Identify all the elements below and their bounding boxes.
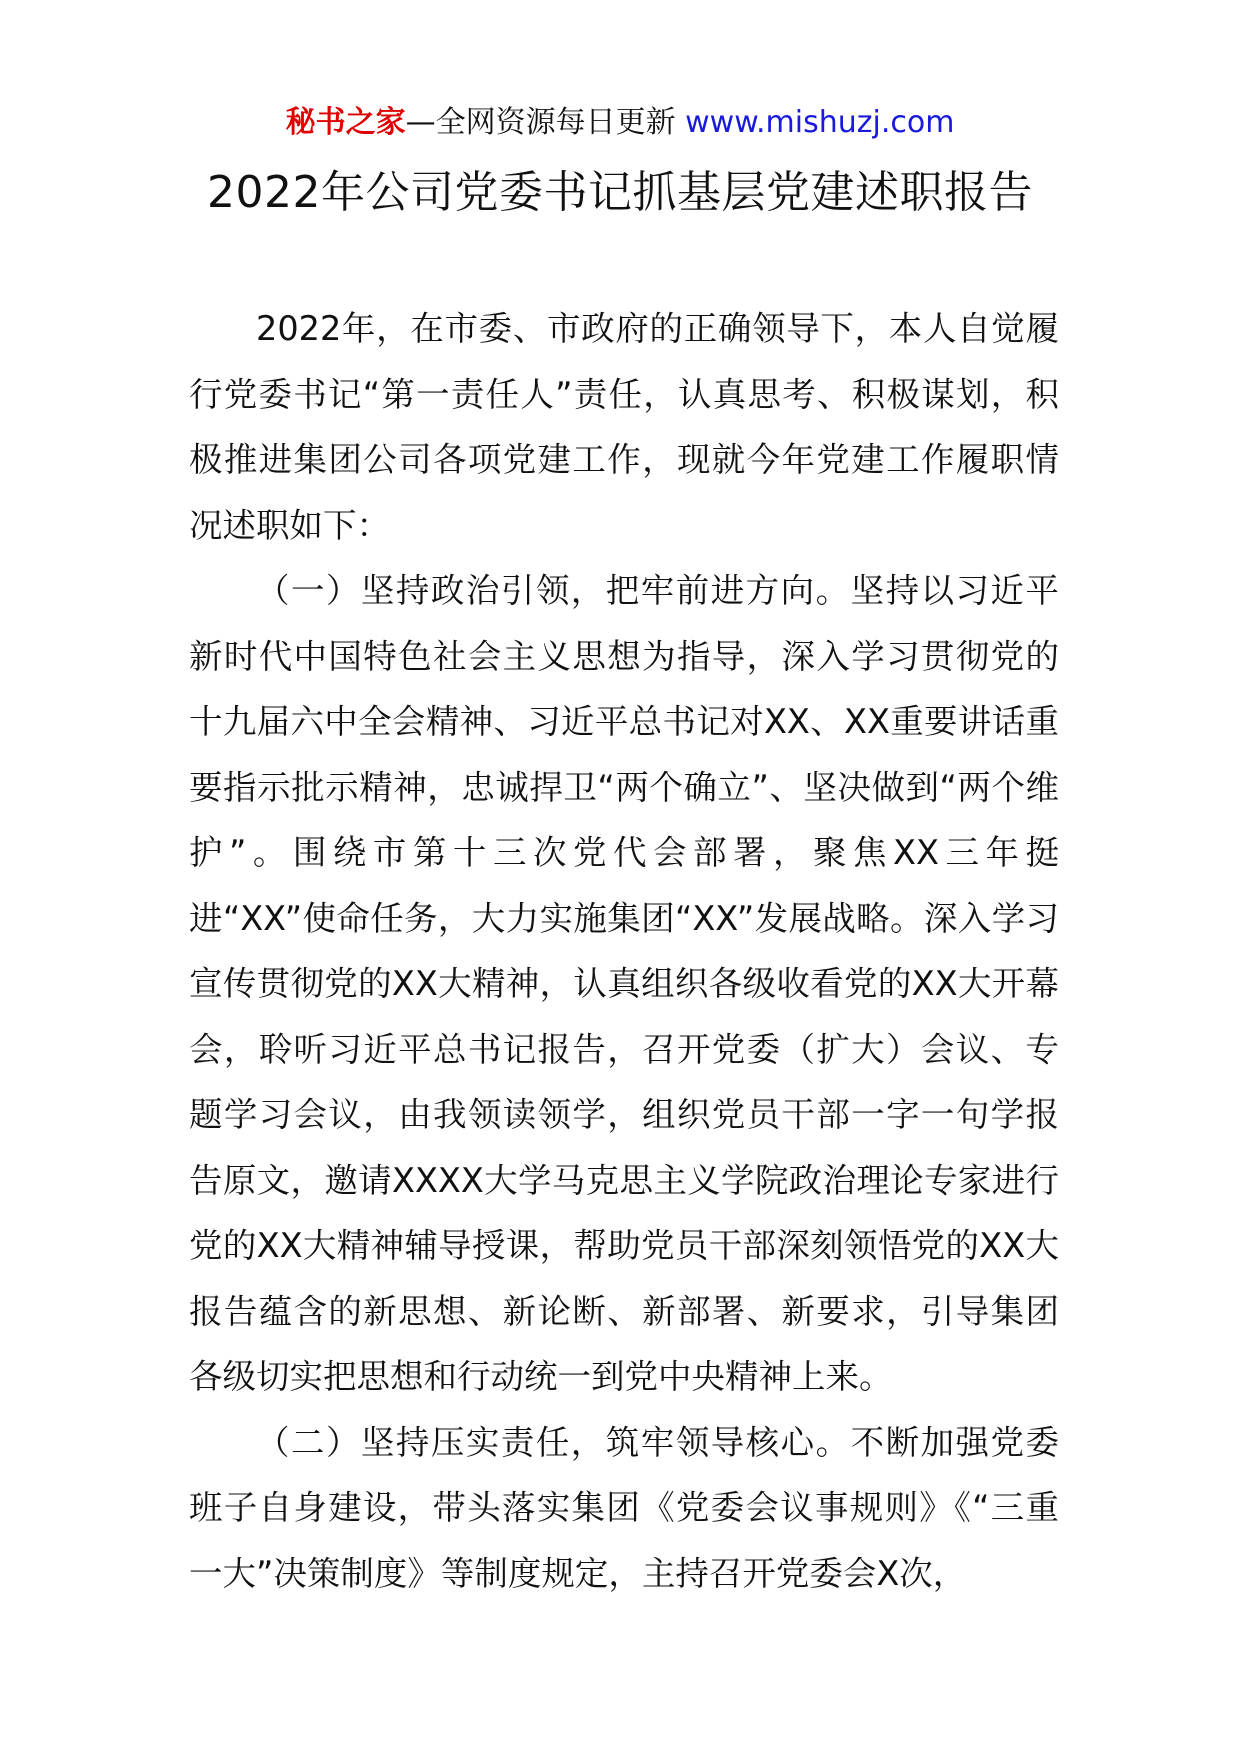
- paragraph-section-1: [189, 558, 1059, 1410]
- paragraph-text: 不断加强党委班子自身建设，带头落实集团《党委会议事规则》《“三重一大”决策制度》等制度规定，主持召开党委会X次，: [189, 1422, 1060, 1593]
- brand-name: 秘书之家: [285, 105, 406, 140]
- paragraph-intro: [189, 296, 1059, 558]
- header-tagline: —全网资源每日更新: [405, 105, 676, 140]
- paragraph-lead: （二）坚持压实责任，筑牢领导核心。: [256, 1422, 851, 1462]
- document-body: [189, 296, 1059, 1606]
- paragraph-section-2: [189, 1410, 1059, 1607]
- document-title: 2022年公司党委书记抓基层党建述职报告: [207, 167, 1033, 218]
- site-url-link[interactable]: www.mishuzj.com: [685, 105, 955, 140]
- site-header: [0, 100, 1240, 146]
- paragraph-text: 2022年，在市委、市政府的正确领导下，本人自觉履行党委书记“第一责任人”责任，认真思考、积极谋划，积极推进集团公司各项党建工作，现就今年党建工作履职情况述职如下：: [189, 309, 1059, 545]
- paragraph-lead: （一）坚持政治引领，把牢前进方向。: [256, 571, 851, 610]
- paragraph-text: 坚持以习近平新时代中国特色社会主义思想为指导，深入学习贯彻党的十九届六中全会精神、习近平总书记对XX、XX重要讲话重要指示批示精神，忠诚捍卫“两个确立”、坚决做到“两个维护”。围绕市第十三次党代会部署，聚焦XX三年挺进“XX”使命任务，大力实施集团“XX”发展战略。深入学习宣传贯彻党的XX大精神，认真组织各级收看党的XX大开幕会，聆听习近平总书记报告，召开党委（扩大）会议、专题学习会议，由我领读领学，组织党员干部一字一句学报告原文，邀请XXXX大学马克思主义学院政治理论专家进行党的XX大精神辅导授课，帮助党员干部深刻领悟党的XX大报告蕴含的新思想、新论断、新部署、新要求，引导集团各级切实把思想和行动统一到党中央精神上来。: [189, 571, 1060, 1396]
